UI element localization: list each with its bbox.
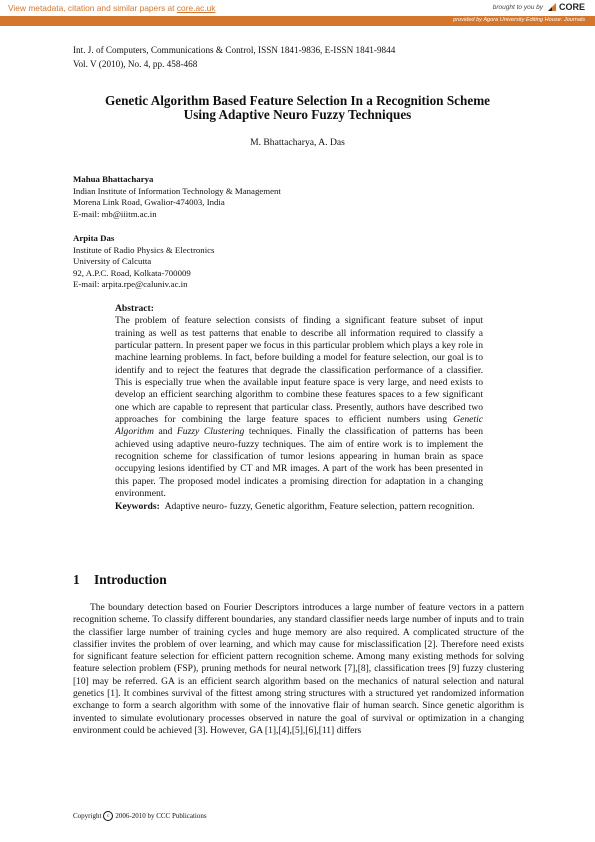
copyright-icon: c xyxy=(103,811,113,821)
affiliation-1 xyxy=(73,174,281,220)
abstract-text xyxy=(115,315,483,500)
author-name: Mahua Bhattacharya xyxy=(73,174,154,184)
author-list: M. Bhattacharya, A. Das xyxy=(250,137,345,148)
core-metadata-link[interactable] xyxy=(8,3,215,13)
copyright-prefix: Copyright xyxy=(73,812,102,820)
affiliation-line: University of Calcutta xyxy=(73,256,152,267)
core-link-prefix: View metadata, citation and similar papers at xyxy=(8,3,175,13)
keywords-text: Adaptive neuro- fuzzy, Genetic algorithm, Feature selection, pattern recognition. xyxy=(164,500,475,512)
affiliation-line: Morena Link Road, Gwalior-474003, India xyxy=(73,197,225,208)
abstract-and: and xyxy=(158,426,173,438)
core-logo-icon xyxy=(547,2,557,12)
abstract-heading: Abstract: xyxy=(115,303,154,314)
abstract-em-fuzzy: Fuzzy Clustering xyxy=(176,426,245,438)
core-link-domain[interactable]: core.ac.uk xyxy=(176,3,216,13)
copyright-suffix: 2006-2010 by CCC Publications xyxy=(115,812,207,820)
abstract-text-b: techniques. Finally the classification of patterns has been achieved using adaptive neuro-fuzzy techniques. The aim of entire work is to implement the recognition scheme for classification of tumor lesions appearing in human brain as space occupying lesions identified by CT and MR images. A part of the work has been presented in this paper. The proposed model indicates a promising direction for adaptation in a changing environment. xyxy=(115,426,483,500)
author-name: Arpita Das xyxy=(73,233,115,243)
core-provider-bar xyxy=(0,16,595,26)
core-provided-by[interactable]: provided by Agora University Editing House: Journals xyxy=(453,17,585,23)
author-email: E-mail: arpita.rpe@caluniv.ac.in xyxy=(73,279,188,290)
section-number: 1 xyxy=(73,572,80,587)
abstract-em-genetic: Genetic Algorithm xyxy=(115,414,483,438)
core-brought-by: brought to you by xyxy=(492,3,543,11)
core-logo[interactable] xyxy=(547,2,585,12)
section-title: Introduction xyxy=(94,572,167,587)
copyright-footer xyxy=(73,811,207,821)
affiliation-line: 92, A.P.C. Road, Kolkata-700009 xyxy=(73,267,191,278)
title-line-2: Using Adaptive Neuro Fuzzy Techniques xyxy=(183,107,412,122)
body-paragraph: The boundary detection based on Fourier Descriptors introduces a large number of feature vectors in a pattern recognition scheme. To classify different boundaries, any standard classifier needs large number of inputs and to train the classifier large number of training cycles and huge memory are also required. A complicated structure of the classifier invites the problem of over learning, and which may cause for misclassification [2]. Therefore need exists for significant feature selection for efficient pattern recognition scheme. Among many existing methods for solving feature selection problem (FSP), pruning methods for neural network [7],[8], classification trees [9] fuzzy clustering [10] may be referred. GA is an efficient search algorithm based on the mechanics of natural selection and natural genetics [1]. It combines survival of the fittest among string structures with a structured yet randomized information exchange to form a search algorithm with some of the innovative flair of human search. Since genetic algorithm is invented to simulate evolutionary processes observed in nature the goal of survival or optimization in a changing environment could be achieved [3]. However, GA [1],[4],[5],[6],[11] differs xyxy=(73,603,524,736)
abstract-block xyxy=(115,303,483,513)
title-line-1: Genetic Algorithm Based Feature Selection In a Recognition Scheme xyxy=(104,93,491,108)
abstract-text-a: The problem of feature selection consists of finding a significant feature subset of input training as well as test patterns that enable to describe all information required to classify a particular pattern. In present paper we focus in this particular problem which plays a key role in machine learning problems. In fact, before building a model for feature selection, our goal is to identify and to reject the features that degrade the classification performance of a classifier. This is especially true when the available input feature space is very large, and need exists to develop an efficient searching algorithm to combine these features spaces to a few significant one which are capable to represent that particular class. Presently, authors have described two approaches for combining the large feature spaces to efficient numbers using xyxy=(115,315,483,426)
author-email: E-mail: mb@iiitm.ac.in xyxy=(73,208,157,219)
journal-line-1: Int. J. of Computers, Communications & Control, ISSN 1841-9836, E-ISSN 1841-9844 xyxy=(73,45,396,55)
keywords xyxy=(115,501,483,513)
affiliation-2 xyxy=(73,233,214,291)
affiliation-line: Indian Institute of Information Technology & Management xyxy=(73,185,281,196)
keywords-label: Keywords: xyxy=(115,500,160,512)
core-brand[interactable] xyxy=(493,2,585,12)
journal-line-2: Vol. V (2010), No. 4, pp. 458-468 xyxy=(73,59,198,69)
affiliation-line: Institute of Radio Physics & Electronics xyxy=(73,244,215,255)
core-banner xyxy=(0,0,595,16)
core-brand-name: CORE xyxy=(558,2,585,12)
paper-title xyxy=(50,94,545,122)
journal-header xyxy=(73,43,395,71)
section-heading xyxy=(73,572,167,588)
